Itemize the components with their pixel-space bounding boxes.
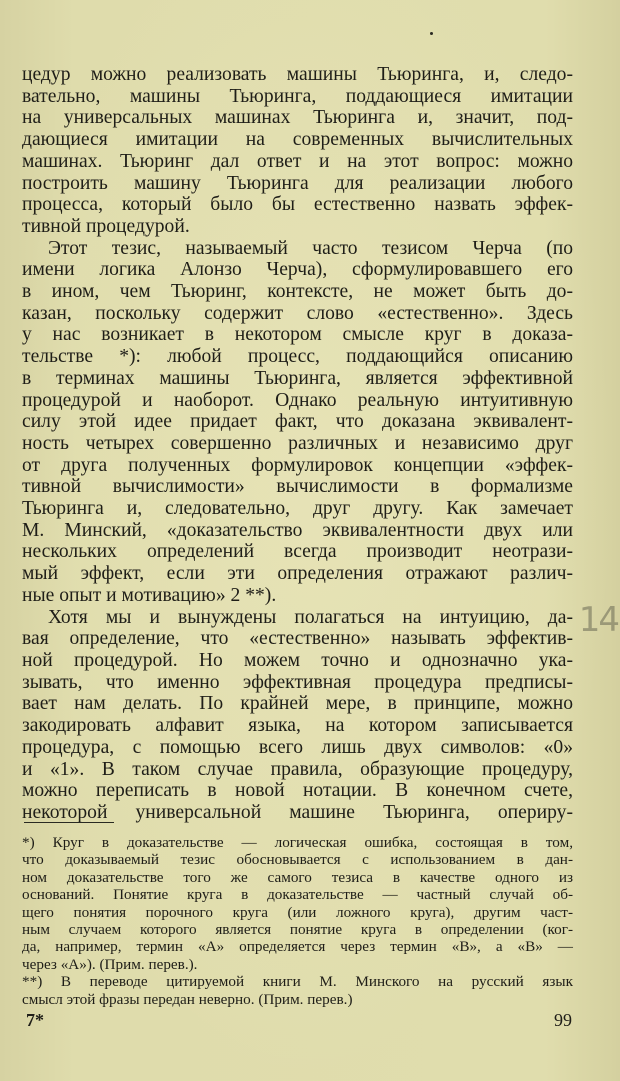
- text-line: Этот тезис, называемый часто тезисом Черча (по: [48, 237, 573, 259]
- paragraph-3: [22, 607, 573, 824]
- text-line: закодировать алфавит языка, на котором записывается: [22, 715, 573, 737]
- footnote-2: [22, 973, 573, 1008]
- text-line: в ином, чем Тьюринг, контексте, не может быть до-: [22, 281, 573, 303]
- text-line: вательно, машины Тьюринга, поддающиеся имитации: [22, 85, 573, 107]
- text-line: на универсальных машинах Тьюринга и, значит, под-: [22, 107, 573, 129]
- text-line: ные опыт и мотивацию» 2 **).: [22, 584, 277, 606]
- footnote-line: щего понятия порочного круга (или ложного круга), другим част-: [22, 903, 573, 921]
- text-line: цедур можно реализовать машины Тьюринга, и, следо-: [22, 64, 573, 85]
- footnote-line: через «А»). (Прим. перев.).: [22, 955, 198, 973]
- text-line: зывать, что именно эффективная процедура предписы-: [22, 671, 573, 693]
- text-line: можно переписать в новой нотации. В конечном счете,: [22, 780, 573, 802]
- footnote-line: что доказываемый тезис обосновывается с использованием в дан-: [22, 851, 573, 869]
- print-speck: [430, 32, 433, 35]
- text-line: процедурой и наоборот. Однако реальную интуитивную: [22, 389, 573, 411]
- paragraph-2: [22, 238, 573, 607]
- main-text: [22, 64, 573, 824]
- page-number: 99: [554, 1010, 572, 1030]
- margin-pencil-note: 14: [578, 600, 618, 640]
- text-line: у нас возникает в некотором смысле круг в доказа-: [22, 324, 573, 346]
- footnote-line: смысл этой фразы передан неверно. (Прим. перев.): [22, 990, 353, 1008]
- footnote-line: оснований. Понятие круга в доказательстве — частный случай об-: [22, 886, 573, 904]
- footnotes: [22, 834, 573, 1008]
- footnote-line: ным случаем которого является понятие круга в определении (ког-: [22, 921, 573, 939]
- text-line: казан, поскольку содержит слово «естественно». Здесь: [22, 302, 573, 324]
- text-line: вает нам делать. По крайней мере, в принципе, можно: [22, 693, 573, 715]
- footnote-line: да, например, термин «А» определяется через термин «В», а «В» —: [22, 938, 573, 956]
- text-line: М. Минский, «доказательство эквивалентности двух или: [22, 519, 573, 541]
- text-line: построить машину Тьюринга для реализации любого: [22, 172, 573, 194]
- footnote-line: ном доказательстве того же самого тезиса в качестве одного из: [22, 868, 573, 886]
- text-line: имени логика Алонзо Черча), сформулировавшего его: [22, 259, 573, 281]
- text-line: дающиеся имитации на современных вычислительных: [22, 129, 573, 151]
- signature-mark: 7*: [26, 1010, 44, 1030]
- text-line: машинах. Тьюринг дал ответ и на этот вопрос: можно: [22, 150, 573, 172]
- text-line: тивной процедурой.: [22, 215, 190, 237]
- text-line: процесса, который было бы естественно назвать эффек-: [22, 194, 573, 216]
- text-line: тивной вычислимости» вычислимости в формализме: [22, 476, 573, 498]
- footnote-line: **) В переводе цитируемой книги М. Минского на русский язык: [22, 973, 573, 991]
- text-line: тельстве *): любой процесс, поддающийся описанию: [22, 346, 573, 368]
- text-line: вая определение, что «естественно» называть эффектив-: [22, 628, 573, 650]
- footnote-line: *) Круг в доказательстве — логическая ошибка, состоящая в том,: [22, 834, 573, 851]
- text-line: Хотя мы и вынуждены полагаться на интуицию, да-: [48, 606, 573, 628]
- text-line: мый эффект, если эти определения отражают различ-: [22, 563, 573, 585]
- text-line: нескольких определений всегда производит неотрази-: [22, 541, 573, 563]
- text-line: процедура, с помощью всего лишь двух символов: «0»: [22, 736, 573, 758]
- text-line: некоторой универсальной машине Тьюринга, опериру-: [22, 801, 573, 823]
- footnote-divider: [24, 822, 114, 823]
- text-line: от друга полученных формулировок концепции «эффек-: [22, 454, 573, 476]
- text-line: ной процедурой. Но можем точно и однозначно ука-: [22, 649, 573, 671]
- text-line: силу этой идее придает факт, что доказана эквивалент-: [22, 411, 573, 433]
- text-line: в терминах машины Тьюринга, является эффективной: [22, 367, 573, 389]
- text-line: и «1». В таком случае правила, образующие процедуру,: [22, 758, 573, 780]
- footnote-1: [22, 834, 573, 973]
- paragraph-1: [22, 64, 573, 238]
- text-line: ность четырех совершенно различных и независимо друг: [22, 432, 573, 454]
- text-line: Тьюринга и, следовательно, друг другу. Как замечает: [22, 498, 573, 520]
